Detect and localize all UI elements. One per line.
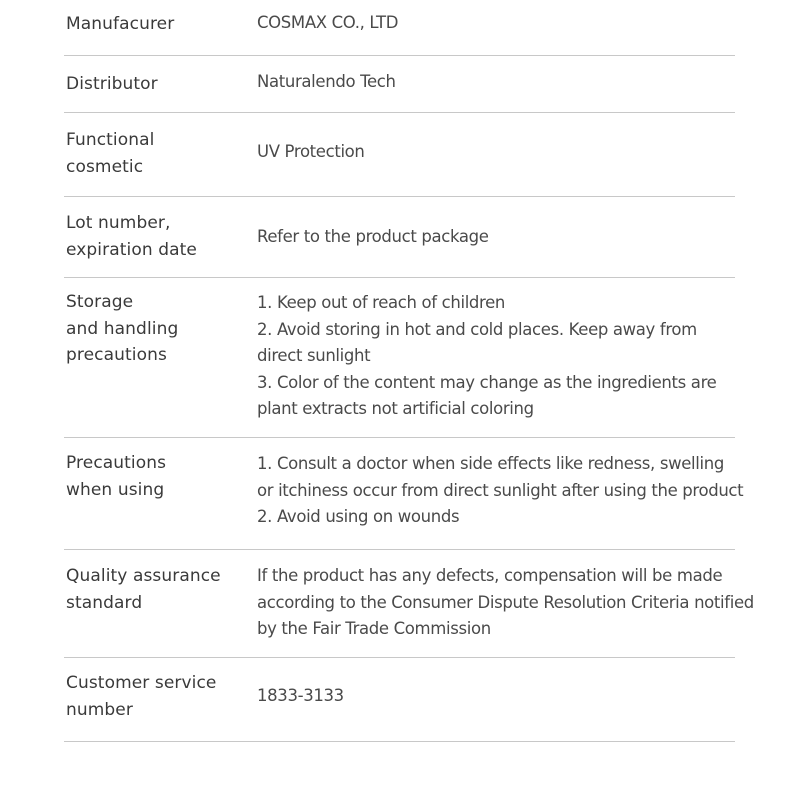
value-line: direct sunlight [257,346,371,365]
label-line: Customer service [66,673,217,693]
row-value [257,224,743,251]
value-line: COSMAX CO., LTD [257,13,399,32]
row-label [66,11,251,38]
row-label [66,289,251,369]
label-line: precautions [66,345,167,365]
row-label [66,670,251,723]
value-line: or itchiness occur from direct sunlight after using the product [257,480,744,500]
info-row-quality-assurance [64,550,754,658]
value-line: according to the Consumer Dispute Resolution Criteria notified [257,592,754,612]
value-line: by the Fair Trade Commission [257,619,491,638]
row-value [257,10,743,37]
label-line: cosmetic [66,156,144,177]
value-line: plant extracts not artificial coloring [257,399,534,418]
label-line: Distributor [66,74,158,94]
row-label [66,563,251,616]
row-value [257,69,743,96]
label-line: number [66,699,133,720]
label-line: Functional [66,130,155,150]
info-row-lot-number [64,197,735,278]
value-line: If the product has any defects, compensation will be made [257,566,723,585]
value-line: 3. Color of the content may change as the ingredients are [257,372,717,392]
label-line: Storage [66,292,134,312]
info-row-storage [64,278,735,438]
label-line: when using [66,479,165,500]
info-row-customer-service [64,658,735,742]
value-line: UV Protection [257,142,365,161]
label-line: Quality assurance [66,566,221,586]
info-row-manufacturer [64,0,735,56]
value-line: 1. Consult a doctor when side effects like redness, swelling [257,454,724,473]
label-line: Precautions [66,453,167,473]
row-value [257,563,754,643]
row-label [66,450,251,503]
value-line: 2. Avoid using on wounds [257,507,460,526]
info-row-precautions [64,438,744,550]
value-line: 1833-3133 [257,686,344,705]
row-value [257,683,743,710]
value-line: Naturalendo Tech [257,72,396,91]
label-line: expiration date [66,239,197,260]
info-row-distributor [64,56,735,113]
row-value [257,451,743,531]
info-row-functional-cosmetic [64,113,735,197]
label-line: standard [66,592,143,613]
label-line: Lot number, [66,213,171,233]
value-line: Refer to the product package [257,227,489,246]
row-value [257,290,743,423]
value-line: 1. Keep out of reach of children [257,293,506,312]
row-label [66,210,251,263]
value-line: 2. Avoid storing in hot and cold places. Keep away from [257,319,697,339]
row-label [66,127,251,180]
label-line: Manufacurer [66,14,175,34]
label-line: and handling [66,318,179,339]
row-label [66,71,251,98]
row-value [257,139,743,166]
